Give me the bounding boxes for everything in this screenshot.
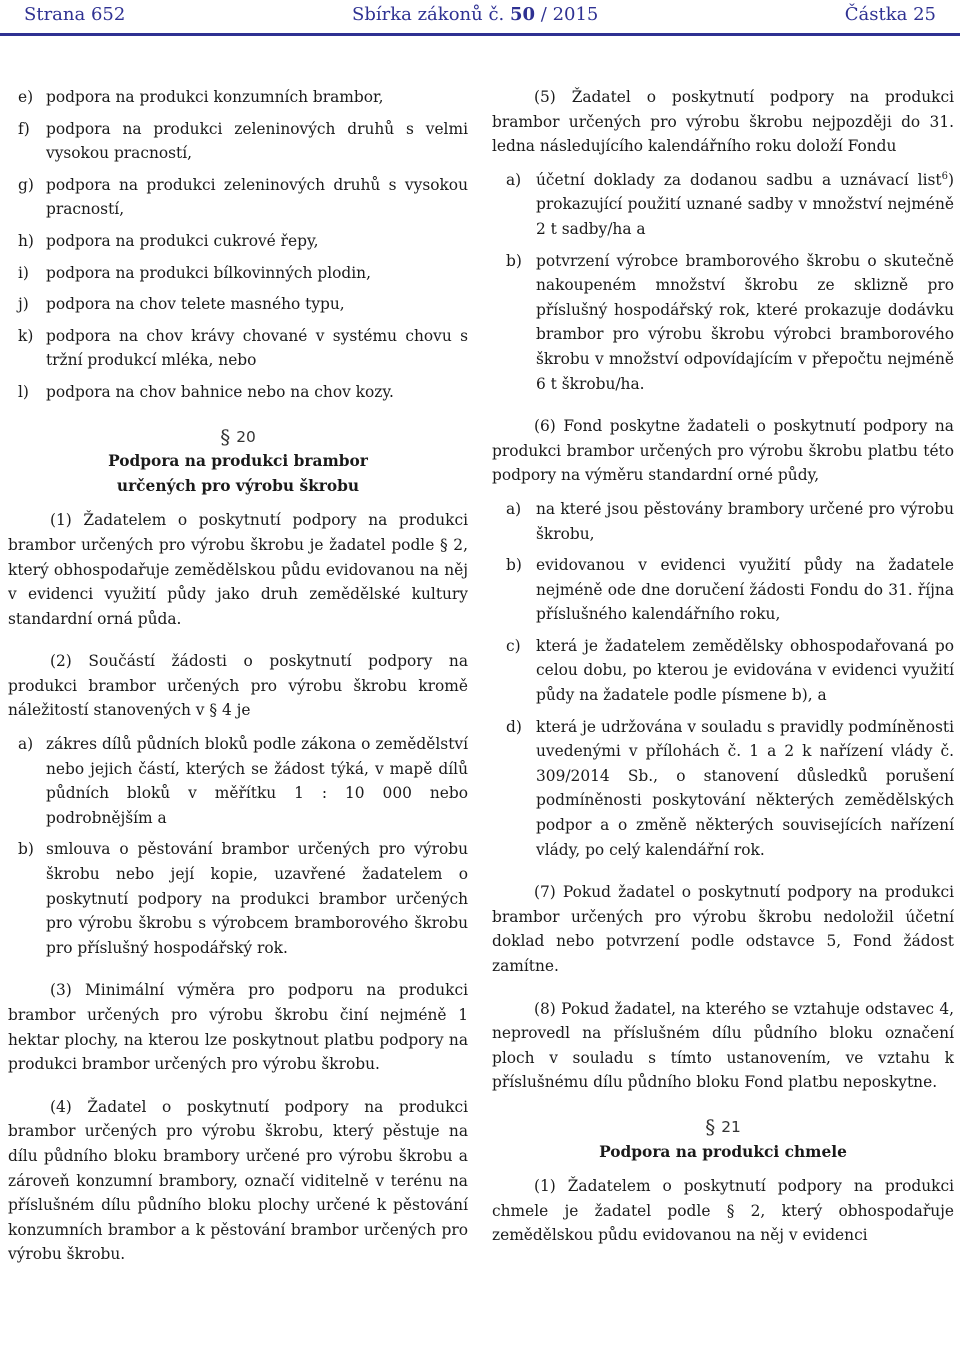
list-item (8, 292, 468, 317)
paragraph-4: (4) Žadatel o poskytnutí podpory na produkci brambor určených pro výrobu škrobu, který pěstuje na dílu půdního bloku brambory určené pro výrobu škrobu a zároveň konzumní brambory, označí viditelně v terénu na příslušném dílu půdního bloku plochy určené k pěstování konzumních brambor a k pěstování brambor určených pro výrobu škrobu. (8, 1097, 468, 1264)
list-text: smlouva o pěstování brambor určených pro výrobu škrobu nebo její kopie, uzavřené žadatelem o poskytnutí podpory na produkci brambor určených pro výrobu škrobu s výrobcem bramborového škrobu pro příslušný hospodářský rok. (46, 840, 468, 957)
list-item (492, 168, 954, 242)
section-number-value: 21 (721, 1117, 741, 1136)
list-item (492, 497, 954, 546)
list-item (492, 249, 954, 397)
list-label: k) (18, 326, 34, 345)
list-text: podpora na produkci konzumních brambor, (46, 88, 384, 106)
list-text-continued: ) prokazující použití uznané sadby v množství nejméně 2 t sadby/ha a (536, 170, 954, 238)
section-number (492, 1115, 954, 1140)
paragraph-2: (2) Součástí žádosti o poskytnutí podpory na produkci brambor určených pro výrobu škrobu kromě náležitostí stanovených v § 4 je (8, 652, 468, 720)
section-symbol: § (705, 1114, 716, 1139)
list-item (492, 715, 954, 863)
list-item (8, 380, 468, 405)
list-item (8, 324, 468, 373)
list-text: podpora na chov telete masného typu, (46, 295, 345, 314)
support-list (8, 85, 468, 405)
list-label: b) (18, 840, 34, 859)
list-text: podpora na produkci zeleninových druhů s velmi vysokou pracností, (46, 119, 468, 163)
list-label: h) (18, 231, 34, 250)
footnote-ref[interactable]: 6 (941, 170, 948, 182)
list-item (492, 553, 954, 627)
paragraph-1: (1) Žadatelem o poskytnutí podpory na produkci brambor určených pro výrobu škrobu je žadatel podle § 2, který obhospodařuje zemědělskou půdu evidovanou na něj v evidenci využití půdy jako druh zemědělské kultury standardní orná půda. (8, 511, 468, 628)
section-title-line1: Podpora na produkci brambor (108, 452, 368, 471)
list-item (8, 837, 468, 960)
list-label: i) (18, 263, 29, 282)
section-title-line2: určených pro výrobu škrobu (116, 476, 360, 495)
list-item (8, 229, 468, 254)
list-text: podpora na produkci bílkovinných plodin, (46, 263, 371, 282)
list-item (8, 117, 468, 166)
paragraph-3: (3) Minimální výměra pro podporu na produkci brambor určených pro výrobu škrobu činí nejméně 1 hektar plochy, na kterou lze poskytnout platbu podpory na produkci brambor určených pro výrobu škrobu. (8, 981, 468, 1074)
list-text: podpora na chov bahnice nebo na chov kozy. (46, 382, 394, 401)
list-text: potvrzení výrobce bramborového škrobu o skutečně nakoupeném množství škrobu ze sklizně pro příslušný hospodářský rok, které prokazuje dodávku brambor pro výrobu škrobu výrobci bramborového škrobu v množství odpovídajícím v přepočtu nejméně 6 t škrobu/ha. (536, 251, 954, 393)
paragraph-21-1: (1) Žadatelem o poskytnutí podpory na produkci chmele je žadatel podle § 2, který obhospodařuje zemědělskou půdu evidovanou na něj v evidenci (492, 1177, 954, 1245)
list-item (8, 173, 468, 222)
list-text: zákres dílů půdních bloků podle zákona o zemědělství nebo jejich částí, kterých se žádost týká, v mapě dílů půdních bloků v měřítku 1 : 10 000 nebo podrobnějším a (46, 735, 468, 827)
section-symbol: § (220, 424, 231, 449)
list-text: která je žadatelem zemědělsky obhospodařovaná po celou dobu, po kterou je evidována v evidenci využití půdy na žadatele podle písmene b), a (536, 636, 954, 705)
list-text: podpora na produkci zeleninových druhů s vysokou pracností, (46, 175, 468, 219)
list-text: podpora na chov krávy chované v systému chovu s tržní produkcí mléka, nebo (46, 326, 468, 370)
list-label: a) (506, 499, 522, 518)
list-label: c) (506, 636, 521, 655)
part-number: Částka 25 (844, 4, 936, 25)
list-item (8, 732, 468, 830)
collection-prefix: Sbírka zákonů č. (352, 4, 505, 25)
collection-year: / 2015 (540, 4, 599, 25)
list-item (492, 634, 954, 708)
list-text: která je udržována v souladu s pravidly podmíněnosti uvedenými v přílohách č. 1 a 2 k nařízení vlády č. 309/2014 Sb., o stanovení důsledků porušení podmíněnosti poskytování některých zemědělských podpor a o změně některých souvisejících nařízení vlády, po celý kalendářní rok. (536, 717, 954, 859)
list-text: evidovanou v evidenci využití půdy na žadatele nejméně ode dne doručení žádosti Fondu do 31. října příslušného kalendářního roku, (536, 556, 954, 624)
paragraph-8: (8) Pokud žadatel, na kterého se vztahuje odstavec 4, neprovedl na příslušném dílu půdního bloku označení ploch v souladu s tímto ustanovením, ve vztahu k příslušnému dílu půdního bloku Fond platbu neposkytne. (492, 999, 954, 1092)
paragraph-2-list (8, 732, 468, 960)
page-header (0, 0, 960, 36)
paragraph-5-list (492, 168, 954, 396)
section-21-heading (492, 1115, 954, 1164)
list-item (8, 261, 468, 286)
list-item (8, 85, 468, 110)
list-label: b) (506, 251, 522, 270)
section-number-value: 20 (236, 427, 256, 446)
collection-title (352, 4, 598, 25)
list-label: a) (18, 735, 34, 754)
paragraph-6: (6) Fond poskytne žadateli o poskytnutí podpory na produkci brambor určených pro výrobu škrobu platbu této podpory na výměru standardní orné půdy, (492, 417, 954, 485)
paragraph-7: (7) Pokud žadatel o poskytnutí podpory na produkci brambor určených pro výrobu škrobu nedoložil účetní doklad nebo potvrzení podle odstavce 5, Fond žádost zamítne. (492, 883, 954, 975)
left-column (8, 85, 468, 1276)
right-column (492, 85, 954, 1257)
list-text: podpora na produkci cukrové řepy, (46, 231, 319, 250)
list-label: b) (506, 556, 522, 575)
section-20-heading (8, 425, 468, 499)
list-label: f) (18, 119, 30, 138)
paragraph-5: (5) Žadatel o poskytnutí podpory na produkci brambor určených pro výrobu škrobu nejpozději do 31. ledna následujícího kalendářního roku doloží Fondu (492, 88, 954, 156)
list-text: na které jsou pěstovány brambory určené pro výrobu škrobu, (536, 499, 954, 543)
page-number: Strana 652 (24, 4, 126, 25)
list-text: účetní doklady za dodanou sadbu a uznávací list (536, 170, 942, 189)
list-label: j) (18, 295, 29, 314)
list-label: a) (506, 170, 522, 189)
list-label: d) (506, 717, 522, 736)
list-label: l) (18, 382, 29, 401)
list-label: e) (18, 88, 34, 106)
law-number: 50 (509, 4, 536, 25)
paragraph-6-list (492, 497, 954, 862)
list-label: g) (18, 175, 34, 194)
section-number (8, 425, 468, 450)
section-title: Podpora na produkci chmele (599, 1142, 847, 1161)
